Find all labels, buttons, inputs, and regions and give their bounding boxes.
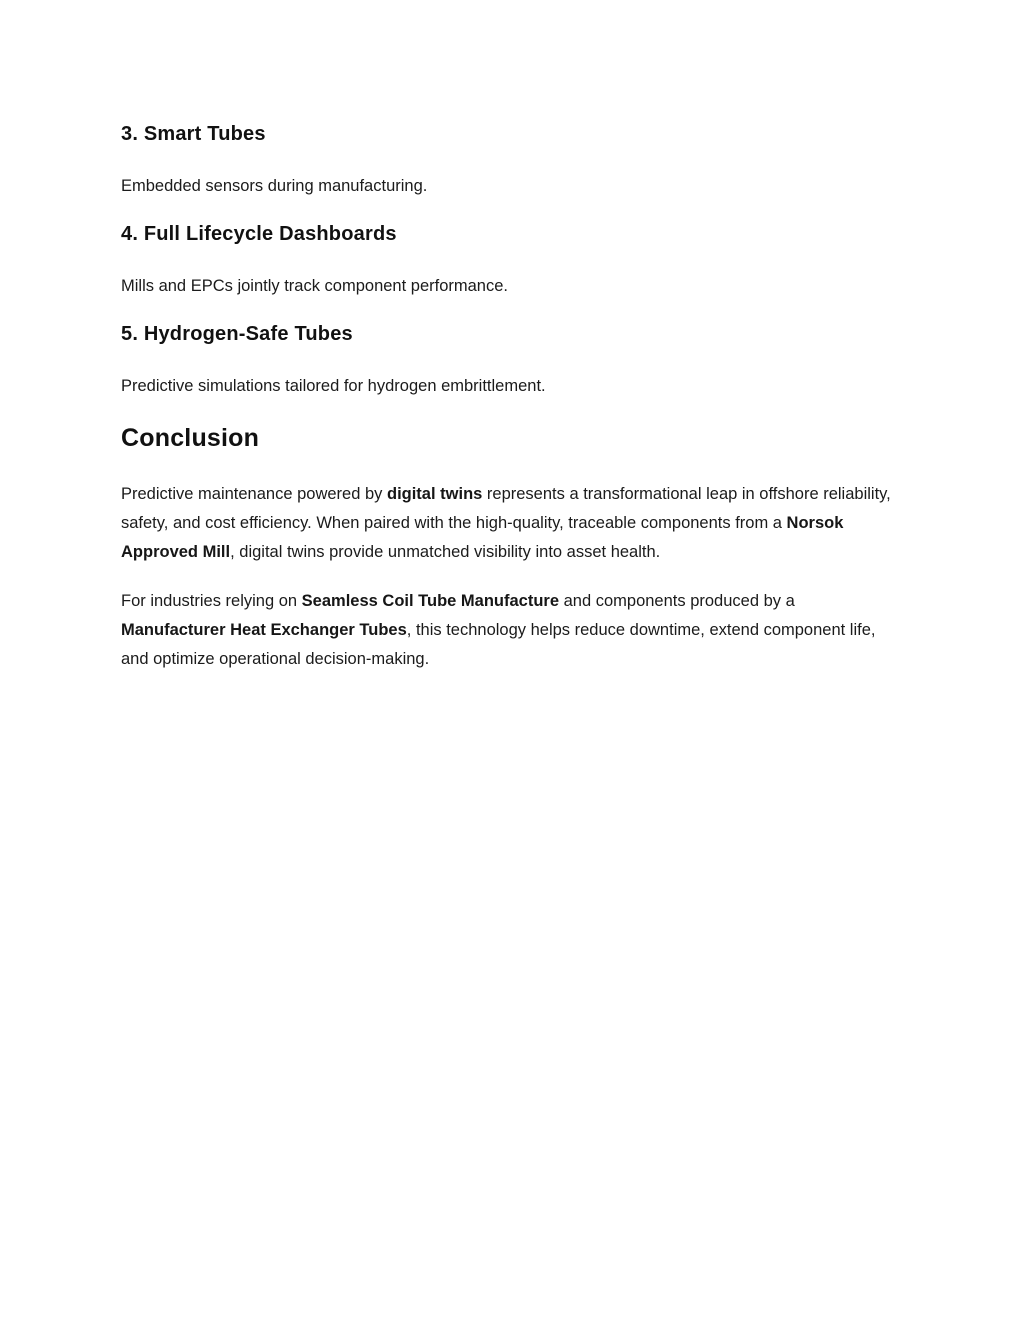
section-paragraph-full-lifecycle-dashboards: Mills and EPCs jointly track component performance. [121,277,508,295]
text-segment: , this technology helps reduce downtime, extend component life, and optimize operational decision-making. [121,621,876,668]
document-page [121,0,903,674]
section-heading-hydrogen-safe-tubes: 5. Hydrogen-Safe Tubes [121,323,353,345]
section-hydrogen-safe-tubes [121,321,903,401]
section-paragraph-smart-tubes: Embedded sensors during manufacturing. [121,177,428,195]
section-paragraph-hydrogen-safe-tubes: Predictive simulations tailored for hydrogen embrittlement. [121,377,546,395]
section-full-lifecycle-dashboards [121,221,903,301]
text-segment: Predictive maintenance powered by [121,485,387,503]
conclusion-heading: Conclusion [121,424,260,452]
bold-term-seamless-coil-tube-manufacture: Seamless Coil Tube Manufacture [301,592,560,610]
conclusion-paragraph-1 [121,480,903,567]
article-body [121,121,903,674]
conclusion-paragraph-2 [121,587,903,674]
text-segment: represents a transformational leap in offshore reliability, safety, and cost efficiency. When paired with the high-quality, traceable components from a [121,485,891,532]
section-conclusion [121,421,903,674]
bold-term-manufacturer-heat-exchanger-tubes: Manufacturer Heat Exchanger Tubes [121,621,407,639]
section-heading-smart-tubes: 3. Smart Tubes [121,123,266,145]
text-segment: For industries relying on [121,592,302,610]
section-smart-tubes [121,121,903,201]
text-segment: , digital twins provide unmatched visibility into asset health. [230,543,661,561]
bold-term-digital-twins: digital twins [386,485,483,503]
section-heading-full-lifecycle-dashboards: 4. Full Lifecycle Dashboards [121,223,397,245]
bold-term-norsok-approved-mill: Norsok Approved Mill [121,514,844,561]
text-segment: and components produced by a [559,592,795,610]
